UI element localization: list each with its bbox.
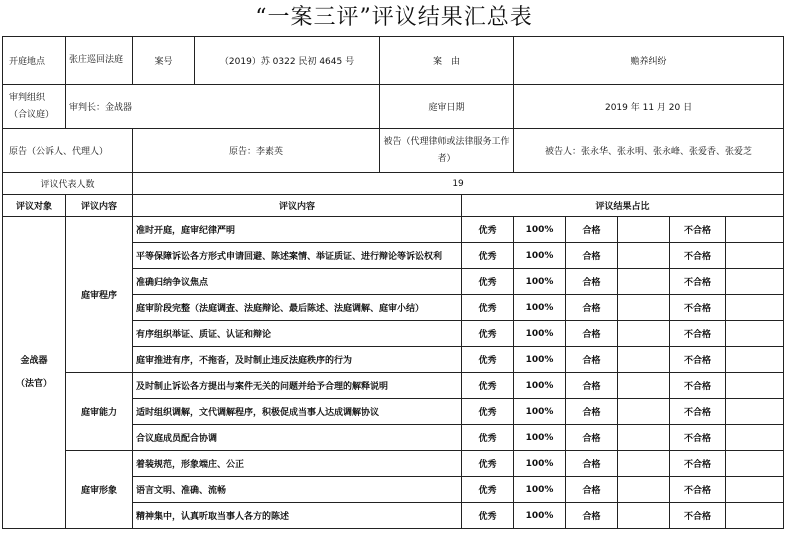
rating-label: 合格	[566, 503, 618, 529]
rating-percent: 100%	[514, 451, 566, 477]
rating-label: 优秀	[462, 373, 514, 399]
rating-label: 优秀	[462, 399, 514, 425]
rating-percent	[618, 295, 670, 321]
evaluation-item: 准确归纳争议焦点	[133, 269, 462, 295]
trial-date-value: 2019 年 11 月 20 日	[514, 85, 784, 129]
rating-label: 合格	[566, 269, 618, 295]
rating-label: 合格	[566, 373, 618, 399]
rating-percent	[726, 243, 784, 269]
rating-label: 优秀	[462, 269, 514, 295]
rating-percent	[726, 503, 784, 529]
rating-percent	[618, 399, 670, 425]
rating-percent: 100%	[514, 477, 566, 503]
rating-percent: 100%	[514, 373, 566, 399]
rating-percent	[726, 477, 784, 503]
rep-count-label: 评议代表人数	[3, 173, 133, 195]
panel-value: 审判长：金战器	[66, 85, 380, 129]
rating-label: 合格	[566, 321, 618, 347]
rating-label: 优秀	[462, 477, 514, 503]
evaluatee-name: 金战器	[20, 355, 48, 366]
rating-label: 不合格	[670, 425, 726, 451]
document-title: “一案三评”评议结果汇总表	[255, 5, 533, 30]
rating-percent: 100%	[514, 503, 566, 529]
rating-label: 不合格	[670, 217, 726, 243]
rating-label: 优秀	[462, 347, 514, 373]
evaluatee-role: （法官）	[15, 378, 52, 389]
rating-percent: 100%	[514, 321, 566, 347]
rating-label: 合格	[566, 295, 618, 321]
category-cell: 庭审程序	[66, 217, 133, 373]
rating-percent: 100%	[514, 243, 566, 269]
rating-label: 不合格	[670, 399, 726, 425]
rating-label: 不合格	[670, 347, 726, 373]
rating-percent	[618, 503, 670, 529]
rating-percent	[618, 321, 670, 347]
rating-label: 不合格	[670, 321, 726, 347]
rating-label: 合格	[566, 425, 618, 451]
evaluation-item: 庭审推进有序，不拖沓，及时制止违反法庭秩序的行为	[133, 347, 462, 373]
evaluation-item: 准时开庭，庭审纪律严明	[133, 217, 462, 243]
rating-percent	[726, 269, 784, 295]
rating-percent	[618, 217, 670, 243]
evaluation-item: 及时制止诉讼各方提出与案件无关的问题并给予合理的解释说明	[133, 373, 462, 399]
column-header-content: 评议内容	[66, 195, 133, 217]
evaluation-item: 语言文明、准确、流畅	[133, 477, 462, 503]
rating-label: 优秀	[462, 243, 514, 269]
rating-percent: 100%	[514, 295, 566, 321]
evaluatee-cell	[3, 217, 66, 529]
rating-percent: 100%	[514, 269, 566, 295]
court-location-label: 开庭地点	[3, 37, 66, 85]
evaluation-summary-table	[2, 36, 784, 529]
rating-label: 优秀	[462, 503, 514, 529]
rating-percent	[726, 399, 784, 425]
rating-label: 优秀	[462, 425, 514, 451]
rating-percent	[618, 425, 670, 451]
rating-label: 优秀	[462, 321, 514, 347]
rating-label: 优秀	[462, 295, 514, 321]
plaintiff-label: 原告（公诉人、代理人）	[3, 129, 133, 173]
defendant-value: 被告人：张永华、张永明、张永峰、张爱香、张爱芝	[514, 129, 784, 173]
rating-percent	[726, 451, 784, 477]
rating-label: 不合格	[670, 269, 726, 295]
evaluation-item: 精神集中，认真听取当事人各方的陈述	[133, 503, 462, 529]
rating-percent	[726, 373, 784, 399]
case-no-label: 案号	[133, 37, 195, 85]
evaluation-item: 合议庭成员配合协调	[133, 425, 462, 451]
rating-percent	[726, 347, 784, 373]
rating-percent	[726, 217, 784, 243]
rating-percent: 100%	[514, 347, 566, 373]
rating-label: 不合格	[670, 295, 726, 321]
rating-percent: 100%	[514, 425, 566, 451]
defendant-label: 被告（代理律师或法律服务工作者）	[380, 129, 514, 173]
rating-label: 优秀	[462, 217, 514, 243]
court-location-value: 张庄巡回法庭	[66, 37, 133, 85]
rating-percent	[618, 451, 670, 477]
category-cell: 庭审能力	[66, 373, 133, 451]
evaluation-item: 适时组织调解，文代调解程序，积极促成当事人达成调解协议	[133, 399, 462, 425]
rating-percent	[618, 373, 670, 399]
rating-label: 合格	[566, 451, 618, 477]
evaluation-item: 平等保障诉讼各方形式申请回避、陈述案情、举证质证、进行辩论等诉讼权利	[133, 243, 462, 269]
category-cell: 庭审形象	[66, 451, 133, 529]
evaluation-item: 庭审阶段完整（法庭调查、法庭辩论、最后陈述、法庭调解、庭审小结）	[133, 295, 462, 321]
plaintiff-value: 原告：李素英	[133, 129, 380, 173]
column-header-detail: 评议内容	[133, 195, 462, 217]
rating-label: 合格	[566, 243, 618, 269]
rating-label: 合格	[566, 347, 618, 373]
case-no-value: （2019）苏 0322 民初 4645 号	[195, 37, 380, 85]
rating-percent	[726, 321, 784, 347]
cause-value: 赡养纠纷	[514, 37, 784, 85]
rating-label: 不合格	[670, 477, 726, 503]
rep-count-value: 19	[133, 173, 784, 195]
rating-percent	[618, 347, 670, 373]
rating-percent	[726, 295, 784, 321]
evaluation-item: 有序组织举证、质证、认证和辩论	[133, 321, 462, 347]
rating-label: 不合格	[670, 243, 726, 269]
rating-percent: 100%	[514, 217, 566, 243]
column-header-object: 评议对象	[3, 195, 66, 217]
panel-label: 审判组织（合议庭）	[3, 85, 66, 129]
rating-label: 合格	[566, 217, 618, 243]
cause-label: 案 由	[380, 37, 514, 85]
rating-percent	[726, 425, 784, 451]
rating-percent	[618, 269, 670, 295]
rating-label: 不合格	[670, 451, 726, 477]
trial-date-label: 庭审日期	[380, 85, 514, 129]
evaluation-item: 着装规范，形象端庄、公正	[133, 451, 462, 477]
rating-label: 合格	[566, 399, 618, 425]
rating-percent: 100%	[514, 399, 566, 425]
rating-label: 不合格	[670, 373, 726, 399]
rating-percent	[618, 477, 670, 503]
column-header-result: 评议结果占比	[462, 195, 784, 217]
rating-label: 优秀	[462, 451, 514, 477]
rating-label: 不合格	[670, 503, 726, 529]
rating-label: 合格	[566, 477, 618, 503]
rating-percent	[618, 243, 670, 269]
